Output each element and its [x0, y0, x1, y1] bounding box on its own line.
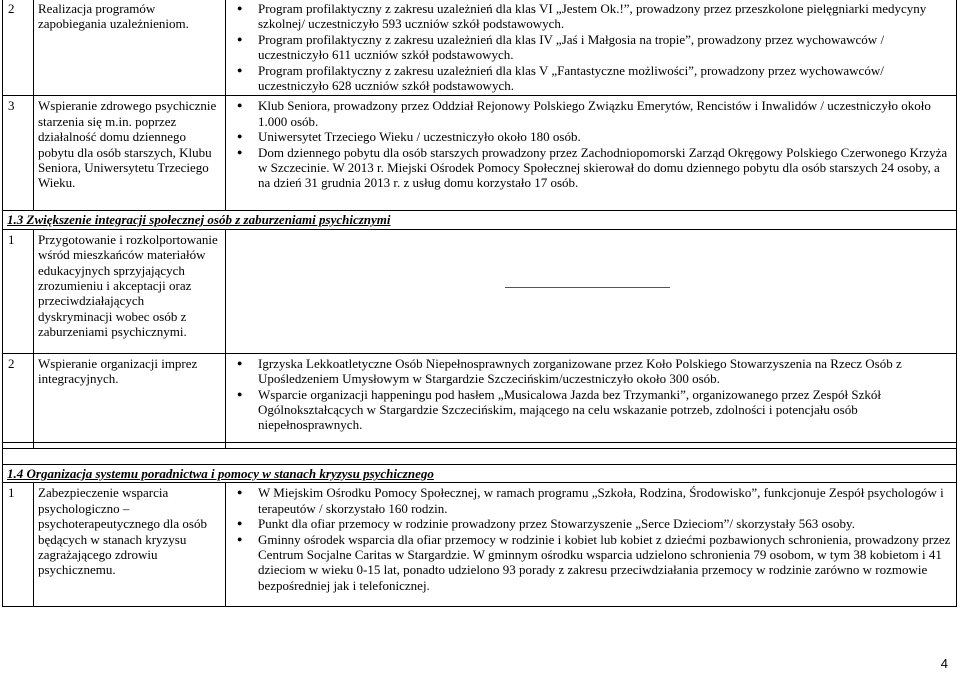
row-topic: Zabezpieczenie wsparcia psychologiczno – psychoterapeutycznego dla osób będących w stanach kryzysu zagrażającego zdrowiu psychicznemu.	[34, 483, 226, 607]
row-number: 2	[3, 0, 34, 96]
spacer-row	[3, 443, 957, 465]
row-content	[226, 0, 957, 96]
row-topic: Wspieranie organizacji imprez integracyjnych.	[34, 353, 226, 448]
row-topic: Przygotowanie i rozkolportowanie wśród mieszkańców materiałów edukacyjnych sprzyjających zrozumieniu i akceptacji oraz przeciwdziałających dyskryminacji wobec osób z zaburzeniami psychicznymi.	[34, 229, 226, 353]
row-content	[226, 229, 957, 353]
page-number: 4	[940, 656, 948, 671]
table-row	[3, 353, 957, 448]
row-number: 3	[3, 96, 34, 211]
row-content	[226, 353, 957, 448]
list-item: ● Klub Seniora, prowadzony przez Oddział Rejonowy Polskiego Związku Emerytów, Rencistów i Inwalidów / uczestniczyło około 1.000 osób.	[250, 98, 952, 129]
row-content	[226, 483, 957, 607]
section-heading: 1.3 Zwiększenie integracji społecznej osób z zaburzeniami psychicznymi	[3, 211, 957, 229]
section-heading: 1.4 Organizacja systemu poradnictwa i pomocy w stanach kryzysu psychicznego	[3, 465, 957, 483]
list-item: ● Wsparcie organizacji happeningu pod hasłem „Musicalowa Jazda bez Trzymanki”, organizowanego przez Zespół Szkół Ogólnokształcących w Stargardzie Szczecińskim, mającego na celu wskazanie potrzeb, zdolności i potencjału osób niepełnosprawnych.	[250, 387, 952, 433]
row-topic: Realizacja programów zapobiegania uzależnieniom.	[34, 0, 226, 96]
list-item: ● Gminny ośrodek wsparcia dla ofiar przemocy w rodzinie i kobiet lub kobiet z dziećmi pozbawionych schronienia, prowadzony przez Centrum Socjalne Caritas w Stargardzie. W gminnym ośrodku wsparcia udzielono schronienia 79 osobom, w tym 38 kobietom i 41 dzieciom w wieku 0-15 lat, ponadto udzielono 93 porady z zakresu przeciwdziałania przemocy w rodzinie zarówno w rozmowie bezpośredniej jak i telefonicznej.	[250, 532, 952, 594]
list-item: ● Igrzyska Lekkoatletyczne Osób Niepełnosprawnych zorganizowane przez Koło Polskiego Stowarzyszenia na Rzecz Osób z Upośledzeniem Umysłowym w Stargardzie Szczecińskim/uczestniczyło około 300 osób.	[250, 356, 952, 387]
row-number: 2	[3, 353, 34, 448]
table-section-14	[2, 442, 957, 607]
list-item: ● Program profilaktyczny z zakresu uzależnień dla klas VI „Jestem Ok.!”, prowadzony przez przeszkolone pielęgniarki medycyny szkolnej/ uczestniczyło 593 uczniów szkół podstawowych.	[250, 1, 952, 32]
table-row	[3, 0, 957, 96]
list-item: ● W Miejskim Ośrodku Pomocy Społecznej, w ramach programu „Szkoła, Rodzina, Środowisko”, funkcjonuje Zespół psychologów i terapeutów / skorzystało 160 rodzin.	[250, 485, 952, 516]
list-item: ● Punkt dla ofiar przemocy w rodzinie prowadzony przez Stowarzyszenie „Serce Dzieciom”/ skorzystały 563 osoby.	[250, 516, 952, 531]
list-item: ● Uniwersytet Trzeciego Wieku / uczestniczyło około 180 osób.	[250, 129, 952, 144]
table-row	[3, 96, 957, 211]
section-header-row	[3, 211, 957, 229]
row-number: 1	[3, 229, 34, 353]
list-item: ● Dom dziennego pobytu dla osób starszych prowadzony przez Zachodniopomorski Zarząd Okręgowy Polskiego Czerwonego Krzyża w Szczecinie. W 2013 r. Miejski Ośrodek Pomocy Społecznej skierował do domu dziennego pobytu dla osób starszych 24 osoby, a na dzień 31 grudnia 2013 r. z usług domu korzystało 17 osób.	[250, 145, 952, 191]
empty-cell	[3, 443, 957, 465]
table-section-12	[2, 0, 957, 449]
row-content	[226, 96, 957, 211]
row-topic: Wspieranie zdrowego psychicznie starzenia się m.in. poprzez działalność domu dziennego pobytu dla osób starszych, Klubu Seniora, Uniwersytetu Trzeciego Wieku.	[34, 96, 226, 211]
separator-line	[505, 287, 670, 288]
row-number: 1	[3, 483, 34, 607]
table-row	[3, 483, 957, 607]
table-row	[3, 229, 957, 353]
list-item: ● Program profilaktyczny z zakresu uzależnień dla klas IV „Jaś i Małgosia na tropie”, prowadzony przez wychowawców / uczestniczyło 611 uczniów szkół podstawowych.	[250, 32, 952, 63]
list-item: ● Program profilaktyczny z zakresu uzależnień dla klas V „Fantastyczne możliwości”, prowadzony przez wychowawców/ uczestniczyło 628 uczniów szkół podstawowych.	[250, 63, 952, 94]
section-header-row	[3, 465, 957, 483]
